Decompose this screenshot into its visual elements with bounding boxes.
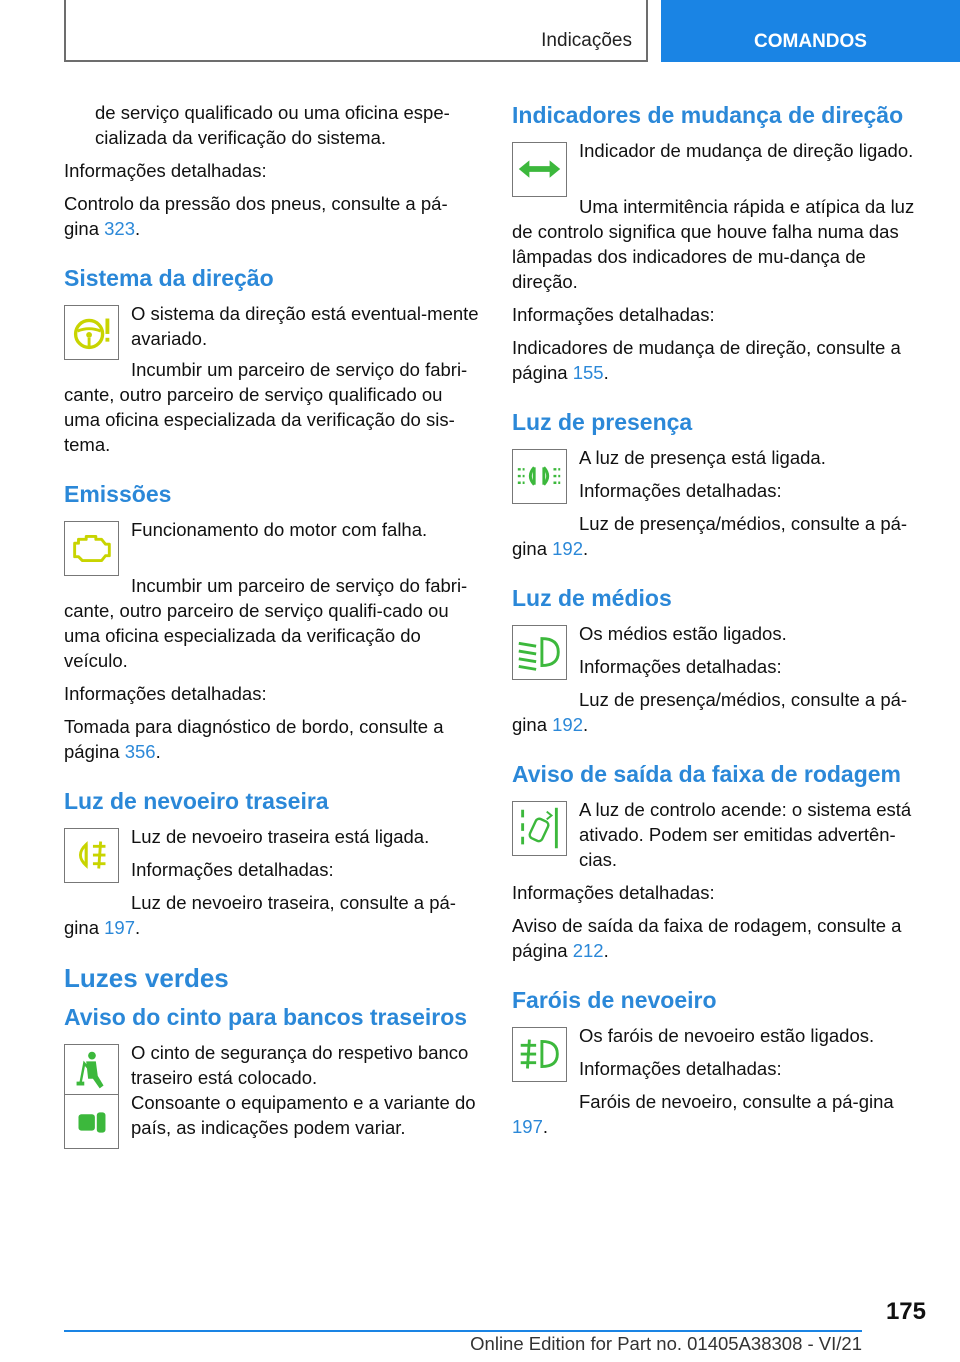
section-heading: Indicadores de mudança de direção	[512, 102, 904, 128]
header-chapter-title: COMANDOS	[754, 31, 867, 52]
lane-departure-icon	[512, 801, 567, 856]
paragraph: Funcionamento do motor com falha.	[131, 519, 428, 540]
section-heading: Luz de médios	[512, 585, 672, 611]
paragraph: de serviço qualificado ou uma oficina espe-cializada da verificação do sistema.	[95, 102, 450, 148]
engine-check-icon	[64, 521, 119, 576]
paragraph: Indicador de mudança de direção ligado.	[579, 140, 914, 161]
indicator-block	[512, 1023, 930, 1081]
indicator-block	[64, 1040, 482, 1096]
paragraph: Uma intermitência rápida e atípica da luz de controlo significa que houve falha numa das lâmpadas dos indicadores de mu-dança de direção.	[512, 196, 915, 292]
paragraph: Informações detalhadas:	[64, 683, 267, 704]
paragraph: Luz de nevoeiro traseira está ligada.	[131, 826, 430, 847]
indicator-block	[64, 301, 482, 357]
seat-indicator-icon	[64, 1094, 119, 1149]
paragraph: Os médios estão ligados.	[579, 623, 787, 644]
page-link[interactable]: 192	[552, 714, 583, 735]
page-link[interactable]: 192	[552, 538, 583, 559]
indicator-block	[512, 621, 930, 679]
header-section-box	[64, 0, 648, 62]
section-heading: Luz de presença	[512, 409, 693, 435]
paragraph: Informações detalhadas:	[579, 656, 782, 677]
paragraph: A luz de controlo acende: o sistema está ativado. Podem ser emitidas advertên-cias.	[579, 799, 912, 870]
chapter-heading: Luzes verdes	[64, 963, 229, 993]
section-heading: Aviso de saída da faixa de rodagem	[512, 761, 902, 787]
paragraph: Consoante o equipamento e a variante do país, as indicações podem variar.	[131, 1092, 476, 1138]
paragraph: Faróis de nevoeiro, consulte a pá-gina 197.	[512, 1091, 894, 1137]
right-column	[512, 100, 930, 1147]
indicator-block	[64, 517, 482, 573]
turn-signal-icon	[512, 142, 567, 197]
paragraph: Informações detalhadas:	[512, 304, 715, 325]
paragraph: A luz de presença está ligada.	[579, 447, 826, 468]
section-heading: Faróis de nevoeiro	[512, 987, 717, 1013]
rear-fog-light-icon	[64, 828, 119, 883]
indicator-block	[512, 797, 930, 872]
header-section-title: Indicações	[541, 30, 632, 51]
section-heading: Emissões	[64, 481, 172, 507]
footer-edition: Online Edition for Part no. 01405A38308 - VI/21	[470, 1333, 862, 1354]
paragraph: Luz de presença/médios, consulte a pá-gina 192.	[512, 513, 908, 559]
indicator-block	[64, 1090, 482, 1146]
front-fog-light-icon	[512, 1027, 567, 1082]
page-link[interactable]: 323	[104, 218, 135, 239]
parking-light-icon	[512, 449, 567, 504]
paragraph: Os faróis de nevoeiro estão ligados.	[579, 1025, 875, 1046]
paragraph: Informações detalhadas:	[579, 480, 782, 501]
paragraph: Luz de nevoeiro traseira, consulte a pá-gina 197.	[64, 892, 456, 938]
paragraph: Indicadores de mudança de direção, consulte a página 155.	[512, 337, 901, 383]
section-heading: Aviso do cinto para bancos traseiros	[64, 1004, 468, 1030]
paragraph: Informações detalhadas:	[512, 882, 715, 903]
steering-warning-icon	[64, 305, 119, 360]
paragraph: Tomada para diagnóstico de bordo, consulte a página 356.	[64, 716, 444, 762]
indicator-block	[512, 445, 930, 503]
paragraph: O sistema da direção está eventual-mente avariado.	[131, 303, 479, 349]
page-link[interactable]: 356	[124, 741, 156, 762]
paragraph: Incumbir um parceiro de serviço do fabri-cante, outro parceiro de serviço qualificado ou uma oficina especializada da verificação do sis-tema.	[64, 359, 468, 455]
page-link[interactable]: 155	[572, 362, 604, 383]
footer-divider	[64, 1330, 862, 1332]
page-link[interactable]: 212	[572, 940, 604, 961]
paragraph: Aviso de saída da faixa de rodagem, consulte a página 212.	[512, 915, 902, 961]
page-link[interactable]: 197	[104, 917, 135, 938]
header-chapter-tab[interactable]	[661, 0, 960, 62]
indicator-block	[512, 138, 930, 194]
paragraph: Incumbir um parceiro de serviço do fabri-cante, outro parceiro de serviço qualifi-cado ou uma oficina especializada da verificação do veículo.	[64, 575, 468, 671]
low-beam-icon	[512, 625, 567, 680]
section-heading: Sistema da direção	[64, 265, 274, 291]
paragraph: Informações detalhadas:	[64, 160, 267, 181]
paragraph: Controlo da pressão dos pneus, consulte a pá-gina 323.	[64, 193, 448, 239]
paragraph: Informações detalhadas:	[131, 859, 334, 880]
indicator-block	[64, 824, 482, 882]
page-number: 175	[885, 1298, 926, 1325]
section-heading: Luz de nevoeiro traseira	[64, 788, 329, 814]
paragraph: O cinto de segurança do respetivo banco traseiro está colocado.	[131, 1042, 469, 1088]
paragraph: Luz de presença/médios, consulte a pá-gina 192.	[512, 689, 908, 735]
page-link[interactable]: 197	[512, 1116, 543, 1137]
paragraph: Informações detalhadas:	[579, 1058, 782, 1079]
left-column	[64, 100, 482, 1146]
